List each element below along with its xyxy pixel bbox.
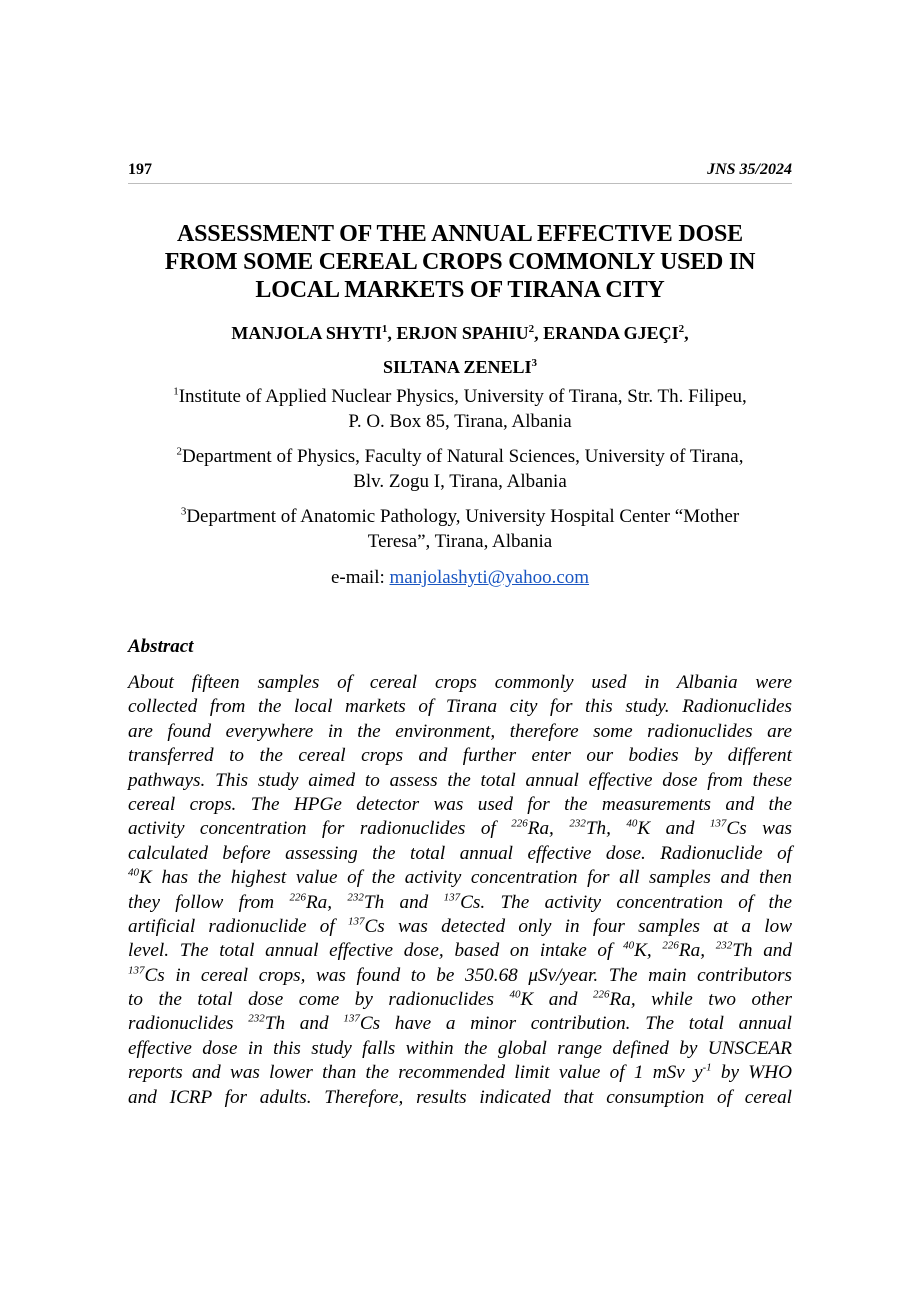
abstract-line: are found everywhere in the environment, therefore some radionuclides are [128, 720, 792, 742]
email-link[interactable]: manjolashyti@yahoo.com [389, 567, 590, 588]
paper-title [128, 220, 792, 304]
affiliation-text: Blv. Zogu I, Tirana, Albania [353, 471, 567, 492]
title-line: FROM SOME CEREAL CROPS COMMONLY USED IN [164, 249, 756, 275]
author-name: MANJOLA SHYTI [231, 323, 382, 343]
author-line [128, 350, 792, 384]
abstract-line: level. The total annual effective dose, based on intake of $^{40}$K, $^{226}$Ra, $^{232}$Th and [128, 939, 792, 962]
separator: , [684, 323, 689, 343]
title-line: LOCAL MARKETS OF TIRANA CITY [255, 277, 665, 303]
abstract-line: to the total dose come by radionuclides $^{40}$K and $^{226}$Ra, while two other [128, 988, 792, 1011]
affiliation-mark: 3 [531, 357, 538, 369]
author-name: SILTANA ZENELI [382, 357, 532, 377]
abstract-line: activity concentration for radionuclides of $^{226}$Ra, $^{232}$Th, $^{40}$K and $^{137}$Cs was [128, 817, 793, 840]
abstract-line: $^{137}$Cs in cereal crops, was found to be 350.68 μSv/year. The main contributors [128, 964, 792, 986]
abstract-line: they follow from $^{226}$Ra, $^{232}$Th and $^{137}$Cs. The activity concentration of the [128, 891, 792, 913]
abstract-line: About fifteen samples of cereal crops commonly used in Albania were [128, 672, 792, 693]
abstract-heading: Abstract [128, 636, 194, 657]
author-name: , ERANDA GJEÇI [534, 323, 679, 343]
author-name: , ERJON SPAHIU [387, 323, 529, 343]
affiliation-mark: 2 [176, 445, 183, 458]
affiliation-2 [128, 444, 792, 494]
abstract-line: transferred to the cereal crops and further enter our bodies by different [128, 745, 792, 767]
abstract-line: and ICRP for adults. Therefore, results indicated that consumption of cereal [128, 1086, 792, 1108]
affiliation-text: P. O. Box 85, Tirana, Albania [348, 411, 572, 432]
affiliation-text: Institute of Applied Nuclear Physics, University of Tirana, Str. Th. Filipeu, [178, 386, 747, 407]
abstract-line: radionuclides $^{232}$Th and $^{137}$Cs have a minor contribution. The total annual [128, 1013, 792, 1035]
affiliation-text: Department of Anatomic Pathology, University Hospital Center “Mother [186, 506, 740, 527]
author-list [128, 316, 792, 384]
affiliation-text: Department of Physics, Faculty of Natural Sciences, University of Tirana, [182, 446, 744, 467]
contact-email [128, 565, 792, 590]
abstract-line: $^{40}$K has the highest value of the activity concentration for all samples and then [128, 866, 792, 889]
abstract-line: effective dose in this study falls within the global range defined by UNSCEAR [128, 1037, 792, 1059]
abstract-line: artificial radionuclide of $^{137}$Cs was detected only in four samples at a low [128, 915, 792, 937]
affiliation-3 [128, 504, 792, 554]
affiliation-mark: 1 [173, 385, 179, 398]
affiliation-1 [128, 384, 792, 434]
abstract-line: collected from the local markets of Tirana city for this study. Radionuclides [128, 696, 792, 718]
title-line: ASSESSMENT OF THE ANNUAL EFFECTIVE DOSE [177, 221, 743, 247]
journal-label: JNS 35/2024 [707, 161, 792, 178]
running-header [128, 161, 792, 184]
abstract-line: calculated before assessing the total annual effective dose. Radionuclide of [128, 842, 792, 864]
author-line [128, 316, 792, 350]
abstract-line: reports and was lower than the recommended limit value of 1 mSv $y^{-1}$ by WHO [128, 1061, 792, 1084]
affiliation-text: Teresa”, Tirana, Albania [367, 531, 553, 552]
affiliation-mark: 2 [528, 323, 535, 335]
abstract-line: pathways. This study aimed to assess the total annual effective dose from these [128, 769, 792, 791]
affiliation-mark: 3 [180, 505, 187, 518]
abstract-line: cereal crops. The HPGe detector was used for the measurements and the [128, 793, 792, 815]
affiliation-mark: 2 [678, 323, 685, 335]
affiliation-mark: 1 [381, 323, 388, 335]
page-number: 197 [128, 161, 152, 178]
email-label: e-mail: [330, 567, 390, 588]
abstract-body [128, 671, 792, 1110]
